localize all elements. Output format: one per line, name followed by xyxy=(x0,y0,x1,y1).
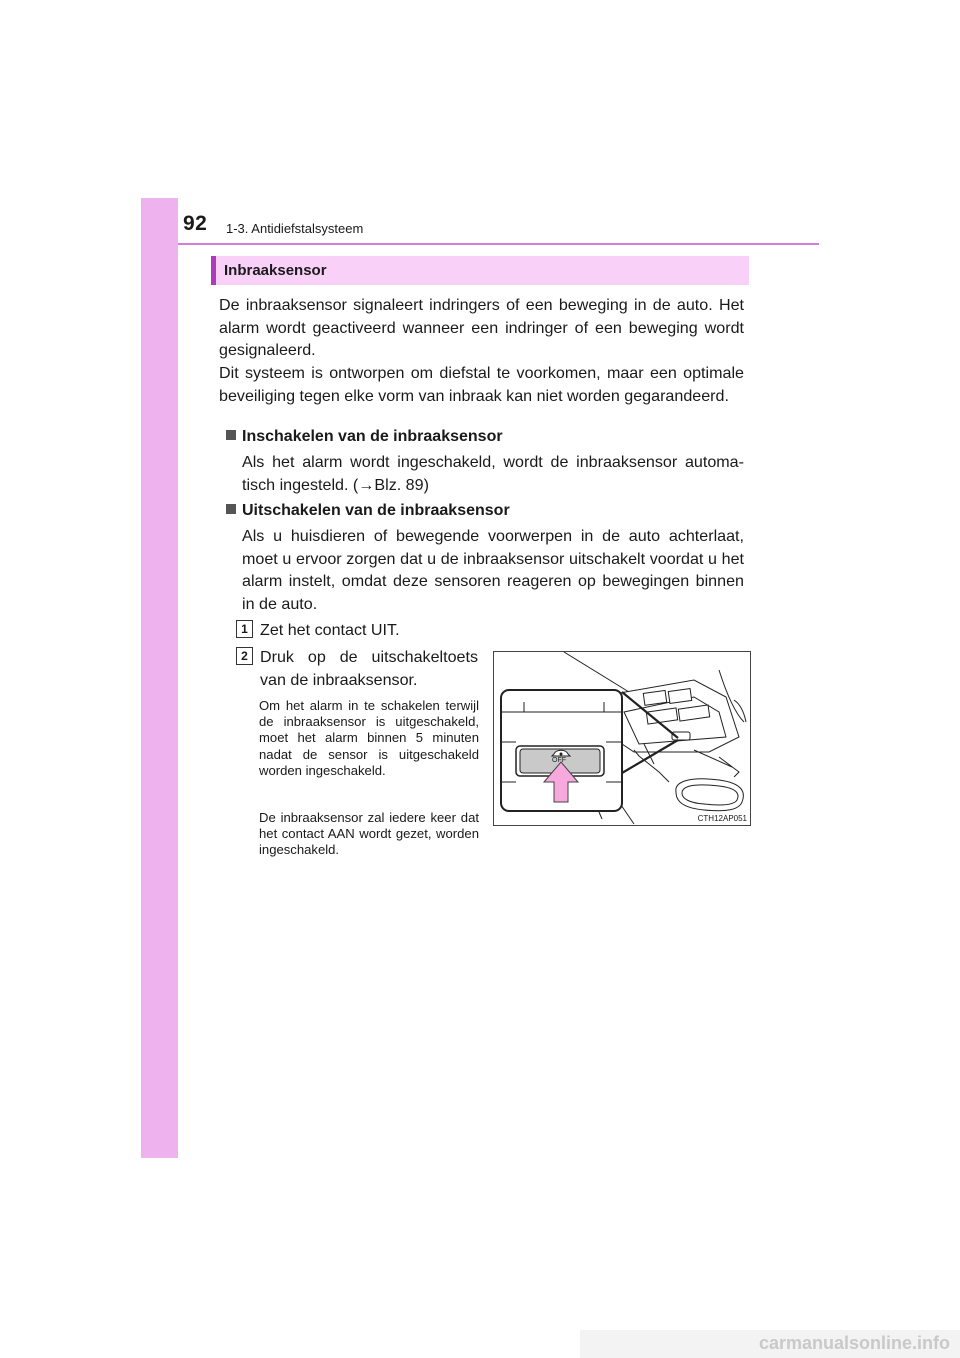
chapter-title: 1-3. Antidiefstalsysteem xyxy=(226,221,364,236)
watermark-text: carmanualsonline.info xyxy=(758,1333,950,1353)
overhead-console-illustration xyxy=(493,651,751,826)
watermark xyxy=(580,1330,960,1358)
deactivate-heading-text: Uitschakelen van de inbraaksensor xyxy=(242,502,510,519)
note-paragraph-1: Om het alarm in te schakelen terwijl de inbraaksensor is uitgeschakeld, moet het alarm binnen 5 minuten nadat de sensor is uitgeschakeld worden ingeschakeld. xyxy=(259,698,479,778)
page-number: 92 xyxy=(183,212,208,235)
activate-heading-text: Inschakelen van de inbraaksensor xyxy=(242,428,503,445)
activate-body: Als het alarm wordt ingeschakeld, wordt de inbraaksensor automatisch ingesteld. (→Blz. 89) xyxy=(242,453,744,494)
intro-paragraph-2: Dit systeem is ontworpen om diefstal te voorkomen, maar een optimale beveiliging tegen elke vorm van inbraak kan niet worden gegarandeerd. xyxy=(219,364,744,405)
console-drawing xyxy=(494,652,750,825)
step-number-2: 2 xyxy=(236,647,253,665)
bullet-square-icon xyxy=(226,504,236,514)
section-title: Inbraaksensor xyxy=(224,262,327,279)
deactivate-heading xyxy=(226,500,510,522)
section-heading xyxy=(211,256,749,285)
note-paragraph-2: De inbraaksensor zal iedere keer dat het contact AAN wordt gezet, worden ingeschakeld. xyxy=(259,810,479,858)
bullet-square-icon xyxy=(226,430,236,440)
header-divider xyxy=(178,243,819,245)
step-number-1: 1 xyxy=(236,620,253,638)
off-button-label: OFF xyxy=(552,757,566,764)
step-2-text: Druk op de uitschakeltoets van de inbraaksensor. xyxy=(260,648,478,689)
step-1-text: Zet het contact UIT. xyxy=(260,621,400,639)
chapter-sidebar-tab xyxy=(141,198,178,1158)
deactivate-body: Als u huisdieren of bewegende voorwerpen in de auto achterlaat, moet u ervoor zorgen dat u de inbraaksensor uitschakelt voordat u het alarm instelt, omdat deze sensoren reageren op bewegingen binnen in de auto. xyxy=(242,527,744,613)
section-accent-bar xyxy=(211,256,216,285)
figure-code: CTH12AP051 xyxy=(697,814,747,823)
activate-heading xyxy=(226,426,503,448)
intro-paragraph-1: De inbraaksensor signaleert indringers of een beweging in de auto. Het alarm wordt geactiveerd wanneer een indringer of een beweging wordt gesignaleerd. xyxy=(219,296,744,359)
